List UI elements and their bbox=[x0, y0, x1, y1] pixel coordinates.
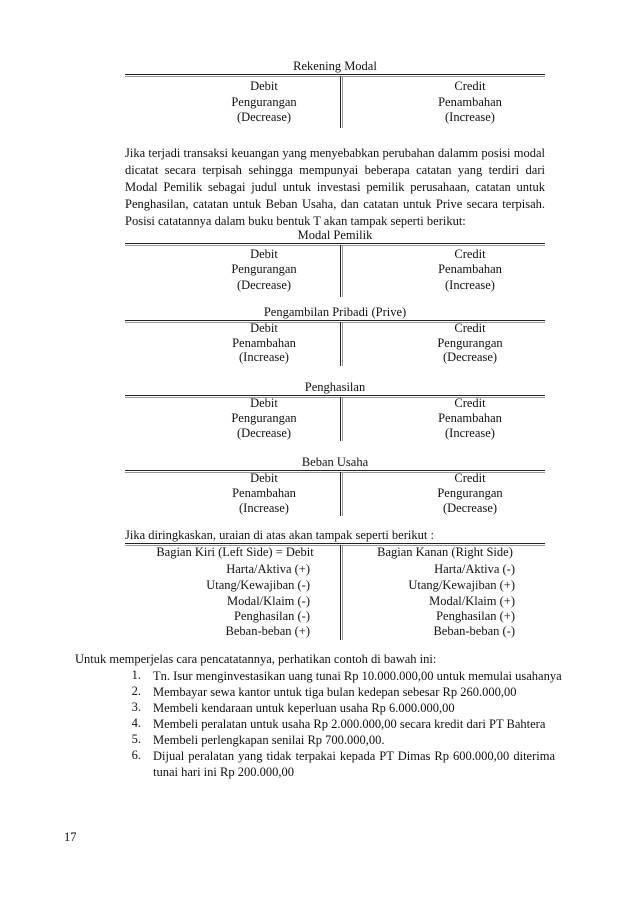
list-item-text: Membayar sewa kantor untuk tiga bulan kedepan sebesar Rp 260.000,00 bbox=[153, 685, 517, 699]
debit-label: Debit bbox=[250, 321, 278, 335]
debit-effect: Pengurangan bbox=[231, 95, 297, 109]
t-account-title: Modal Pemilik bbox=[297, 228, 373, 242]
list-item-text: Membeli kendaraan untuk keperluan usaha Rp 6.000.000,00 bbox=[153, 701, 455, 715]
t-account-title: Rekening Modal bbox=[293, 59, 377, 73]
debit-label: Debit bbox=[250, 79, 278, 93]
intro-paragraph-text: Jika terjadi transaksi keuangan yang menyebabkan perubahan dalamm posisi modal dicatat secara terpisah sehingga mempunyai beberapa catatan yang terdiri dari Modal Pemilik sebagai judul untuk investasi pemilik perusahaan, catatan untuk Penghasilan, catatan untuk Beban Usaha, dan catatan untuk Prive secara terpisah. Posisi catatannya dalam buku bentuk T akan tampak seperti berikut: bbox=[125, 146, 545, 228]
debit-effect: Pengurangan bbox=[231, 411, 297, 425]
credit-label: Credit bbox=[454, 321, 486, 335]
t-account-divider bbox=[342, 76, 343, 128]
summary-left-row: Harta/Aktiva (+) bbox=[226, 562, 310, 576]
example-intro: Untuk memperjelas cara pencatatannya, perhatikan contoh di bawah ini: bbox=[75, 652, 437, 666]
debit-effect-en: (Decrease) bbox=[236, 426, 292, 440]
summary-divider bbox=[340, 545, 341, 640]
t-account-divider bbox=[342, 245, 343, 297]
intro-paragraph bbox=[125, 145, 545, 230]
t-account-rule bbox=[125, 74, 545, 75]
debit-label: Debit bbox=[250, 247, 278, 261]
summary-left-head: Bagian Kiri (Left Side) = Debit bbox=[156, 545, 314, 559]
debit-effect-en: (Decrease) bbox=[236, 110, 292, 124]
list-item-number: 2. bbox=[131, 684, 141, 698]
summary-left-row: Penghasilan (-) bbox=[233, 609, 310, 623]
t-account-divider bbox=[342, 472, 343, 516]
list-item-text: Membeli peralatan untuk usaha Rp 2.000.000,00 secara kredit dari PT Bahtera bbox=[153, 717, 546, 731]
credit-label: Credit bbox=[454, 79, 486, 93]
credit-effect-en: (Decrease) bbox=[442, 501, 498, 515]
list-item-text: Tn. Isur menginvestasikan uang tunai Rp 10.000.000,00 untuk memulai usahanya bbox=[153, 669, 562, 683]
credit-effect: Penambahan bbox=[438, 95, 502, 109]
debit-effect: Pengurangan bbox=[231, 262, 297, 276]
debit-label: Debit bbox=[250, 396, 278, 410]
list-item-text: Dijual peralatan yang tidak terpakai kepada PT Dimas Rp 600.000,00 diterima tunai hari ini Rp 200.000,00 bbox=[153, 749, 555, 779]
list-item-number: 3. bbox=[131, 700, 141, 714]
t-account-divider bbox=[340, 76, 341, 128]
list-item-number: 4. bbox=[131, 716, 141, 730]
t-account-divider bbox=[342, 397, 343, 441]
debit-label: Debit bbox=[250, 471, 278, 485]
t-account-divider bbox=[342, 322, 343, 366]
summary-right-row: Beban-beban (-) bbox=[433, 624, 515, 638]
page-number: 17 bbox=[64, 830, 77, 844]
t-account-divider bbox=[340, 322, 341, 366]
t-account-rule bbox=[125, 76, 545, 77]
t-account-divider bbox=[340, 397, 341, 441]
t-account-rule bbox=[125, 243, 545, 244]
credit-effect-en: (Increase) bbox=[445, 278, 495, 292]
list-item-number: 5. bbox=[131, 732, 141, 746]
debit-effect: Penambahan bbox=[232, 486, 296, 500]
list-item-text: Membeli perlengkapan senilai Rp 700.000,00. bbox=[153, 733, 385, 747]
summary-intro: Jika diringkaskan, uraian di atas akan tampak seperti berikut : bbox=[125, 528, 434, 542]
credit-effect: Penambahan bbox=[438, 411, 502, 425]
credit-label: Credit bbox=[454, 396, 486, 410]
credit-effect-en: (Decrease) bbox=[442, 350, 498, 364]
summary-right-row: Modal/Klaim (+) bbox=[429, 594, 515, 608]
summary-right-row: Utang/Kewajiban (+) bbox=[408, 578, 515, 592]
debit-effect-en: (Decrease) bbox=[236, 278, 292, 292]
credit-effect: Penambahan bbox=[438, 262, 502, 276]
debit-effect-en: (Increase) bbox=[239, 501, 289, 515]
t-account-title: Pengambilan Pribadi (Prive) bbox=[263, 305, 407, 319]
summary-right-row: Harta/Aktiva (-) bbox=[434, 562, 515, 576]
credit-effect: Pengurangan bbox=[437, 486, 503, 500]
list-item-number: 6. bbox=[131, 748, 141, 762]
t-account-divider bbox=[340, 472, 341, 516]
credit-effect: Pengurangan bbox=[437, 336, 503, 350]
credit-label: Credit bbox=[454, 247, 486, 261]
credit-effect-en: (Increase) bbox=[445, 426, 495, 440]
summary-left-row: Modal/Klaim (-) bbox=[227, 594, 310, 608]
credit-effect-en: (Increase) bbox=[445, 110, 495, 124]
t-account-rule bbox=[125, 245, 545, 246]
t-account-title: Penghasilan bbox=[304, 380, 366, 394]
debit-effect: Penambahan bbox=[232, 336, 296, 350]
t-account-title: Beban Usaha bbox=[301, 455, 369, 469]
debit-effect-en: (Increase) bbox=[239, 350, 289, 364]
credit-label: Credit bbox=[454, 471, 486, 485]
summary-left-row: Beban-beban (+) bbox=[225, 624, 310, 638]
summary-right-row: Penghasilan (+) bbox=[436, 609, 515, 623]
list-item-number: 1. bbox=[131, 668, 141, 682]
summary-right-head: Bagian Kanan (Right Side) bbox=[377, 545, 513, 559]
summary-left-row: Utang/Kewajiban (-) bbox=[206, 578, 310, 592]
t-account-divider bbox=[340, 245, 341, 297]
summary-rule bbox=[125, 543, 545, 544]
summary-divider bbox=[342, 545, 343, 640]
